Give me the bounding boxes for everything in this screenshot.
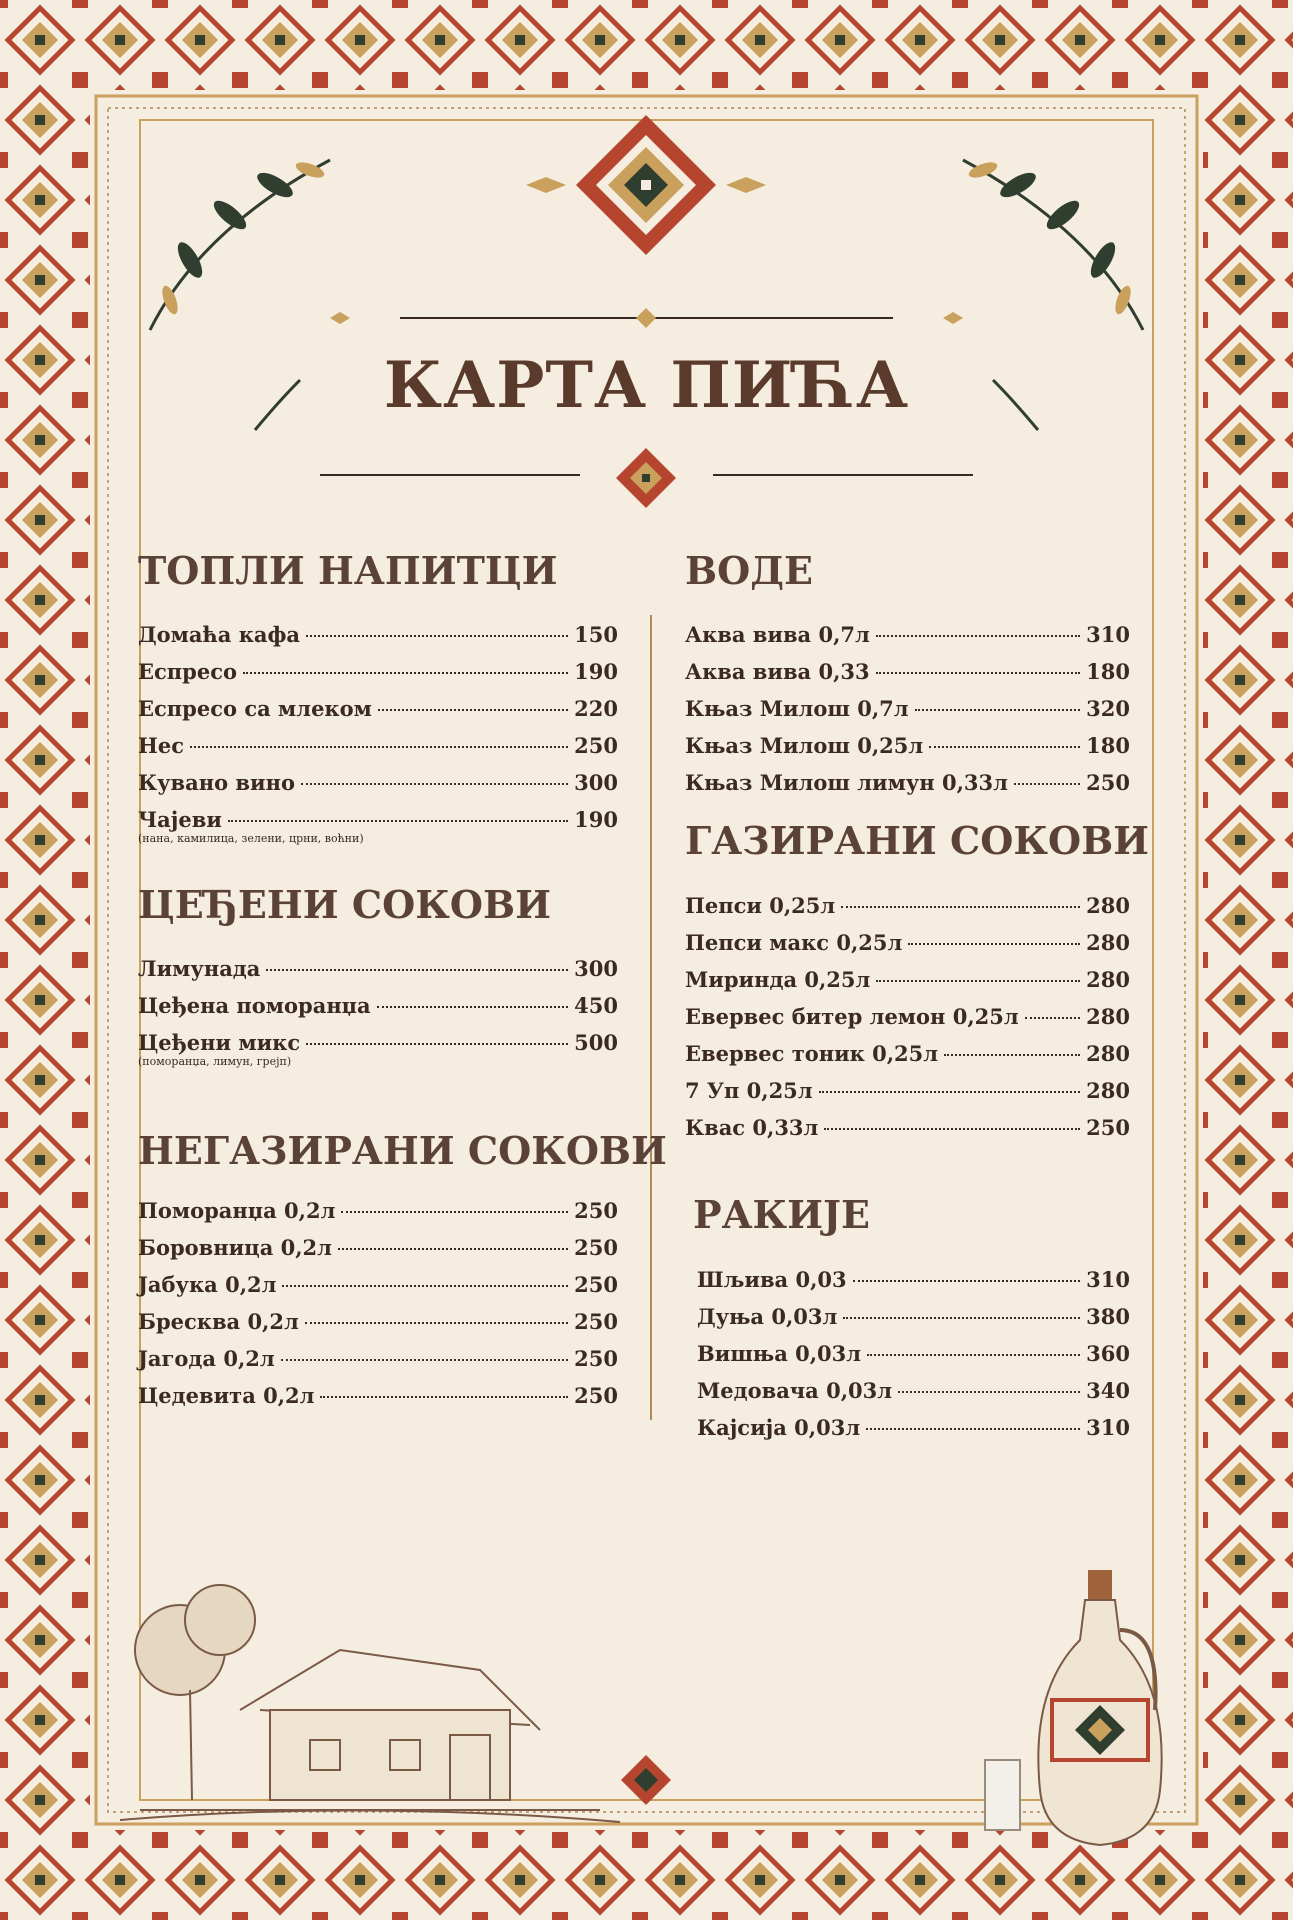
item-price: 180 [1086,733,1130,758]
item-note: (нана, камилица, зелени, црни, воћни) [138,832,364,845]
section-title-still-juices: НЕГАЗИРАНИ СОКОВИ [138,1128,667,1173]
menu-item [685,1078,1130,1115]
menu-item [138,1346,618,1383]
item-price: 220 [574,696,618,721]
menu-item [685,733,1130,770]
item-price: 280 [1086,1041,1130,1066]
menu-item [138,956,618,993]
menu-item [697,1415,1130,1452]
menu-item [685,893,1130,930]
item-price: 250 [574,1346,618,1371]
item-name: Цеђена поморанџа [138,993,371,1018]
menu-item [138,622,618,659]
menu-item [685,1115,1130,1152]
item-name: Јабука 0,2л [138,1272,277,1297]
item-name: Миринда 0,25л [685,967,871,992]
item-name: Боровница 0,2л [138,1235,332,1260]
section-items-hot-drinks [138,622,618,852]
item-price: 150 [574,622,618,647]
item-name: Чајеви [138,807,222,832]
item-price: 190 [574,807,618,832]
item-name: Аква вива 0,33 [685,659,870,684]
item-price: 280 [1086,1004,1130,1029]
menu-item [138,1235,618,1272]
section-title-brandies: РАКИЈЕ [693,1192,870,1237]
menu-item [138,1383,618,1420]
item-price: 310 [1086,622,1130,647]
section-items-brandies [697,1267,1130,1452]
item-name: Јагода 0,2л [138,1346,275,1371]
menu-item [685,967,1130,1004]
item-name: Нес [138,733,184,758]
item-name: Цеђени микс [138,1030,301,1055]
item-price: 280 [1086,967,1130,992]
item-price: 250 [1086,770,1130,795]
section-title-fresh-juices: ЦЕЂЕНИ СОКОВИ [138,882,551,927]
menu-item [685,770,1130,807]
item-price: 280 [1086,930,1130,955]
menu-item [697,1304,1130,1341]
item-price: 310 [1086,1415,1130,1440]
menu-item [685,1004,1130,1041]
item-name: Домаћа кафа [138,622,301,647]
item-price: 180 [1086,659,1130,684]
menu-item [138,1272,618,1309]
section-items-fresh-juices [138,956,618,1075]
section-title-soft-drinks: ГАЗИРАНИ СОКОВИ [685,818,1150,863]
section-items-still-juices [138,1198,618,1420]
item-name: Евервес тоник 0,25л [685,1041,939,1066]
item-name: Бресква 0,2л [138,1309,299,1334]
item-price: 250 [574,1272,618,1297]
menu-item [697,1267,1130,1304]
menu-item [138,1198,618,1235]
menu-item [138,1309,618,1346]
section-title-hot-drinks: ТОПЛИ НАПИТЦИ [138,548,558,593]
item-name: Квас 0,33л [685,1115,819,1140]
item-name: Књаз Милош лимун 0,33л [685,770,1008,795]
section-items-waters [685,622,1130,807]
menu-item [685,1041,1130,1078]
item-price: 300 [574,956,618,981]
menu-item [138,770,618,807]
item-price: 190 [574,659,618,684]
item-name: Пепси 0,25л [685,893,836,918]
column-divider [650,615,652,1420]
menu-item [685,696,1130,733]
menu-item [138,659,618,696]
item-name: Дуња 0,03л [697,1304,838,1329]
menu-item [697,1378,1130,1415]
item-name: 7 Уп 0,25л [685,1078,813,1103]
item-name: Цедевита 0,2л [138,1383,315,1408]
item-price: 310 [1086,1267,1130,1292]
item-name: Еспресо са млеком [138,696,372,721]
section-items-soft-drinks [685,893,1130,1152]
menu-item [685,930,1130,967]
item-name: Аква вива 0,7л [685,622,870,647]
item-price: 250 [1086,1115,1130,1140]
item-name: Евервес битер лемон 0,25л [685,1004,1019,1029]
item-name: Пепси макс 0,25л [685,930,903,955]
item-name: Кајсија 0,03л [697,1415,861,1440]
item-price: 280 [1086,1078,1130,1103]
menu-item [138,696,618,733]
item-price: 250 [574,1309,618,1334]
item-price: 380 [1086,1304,1130,1329]
item-name: Кувано вино [138,770,295,795]
item-price: 250 [574,1383,618,1408]
item-price: 320 [1086,696,1130,721]
menu-item [685,622,1130,659]
menu-item [697,1341,1130,1378]
menu-item [138,993,618,1030]
item-name: Књаз Милош 0,7л [685,696,909,721]
item-note: (поморанџа, лимун, грејп) [138,1055,292,1068]
item-price: 250 [574,733,618,758]
item-name: Медовача 0,03л [697,1378,893,1403]
item-name: Вишња 0,03л [697,1341,862,1366]
item-price: 340 [1086,1378,1130,1403]
item-name: Еспресо [138,659,238,684]
item-price: 450 [574,993,618,1018]
item-name: Поморанџа 0,2л [138,1198,336,1223]
item-name: Шљива 0,03 [697,1267,847,1292]
section-title-waters: ВОДЕ [685,548,813,593]
item-price: 280 [1086,893,1130,918]
item-price: 360 [1086,1341,1130,1366]
item-price: 300 [574,770,618,795]
item-price: 500 [574,1030,618,1055]
item-price: 250 [574,1235,618,1260]
item-price: 250 [574,1198,618,1223]
page-title: КАРТА ПИЋА [383,348,910,423]
menu-item [685,659,1130,696]
menu-item [138,733,618,770]
item-name: Књаз Милош 0,25л [685,733,924,758]
item-name: Лимунада [138,956,261,981]
